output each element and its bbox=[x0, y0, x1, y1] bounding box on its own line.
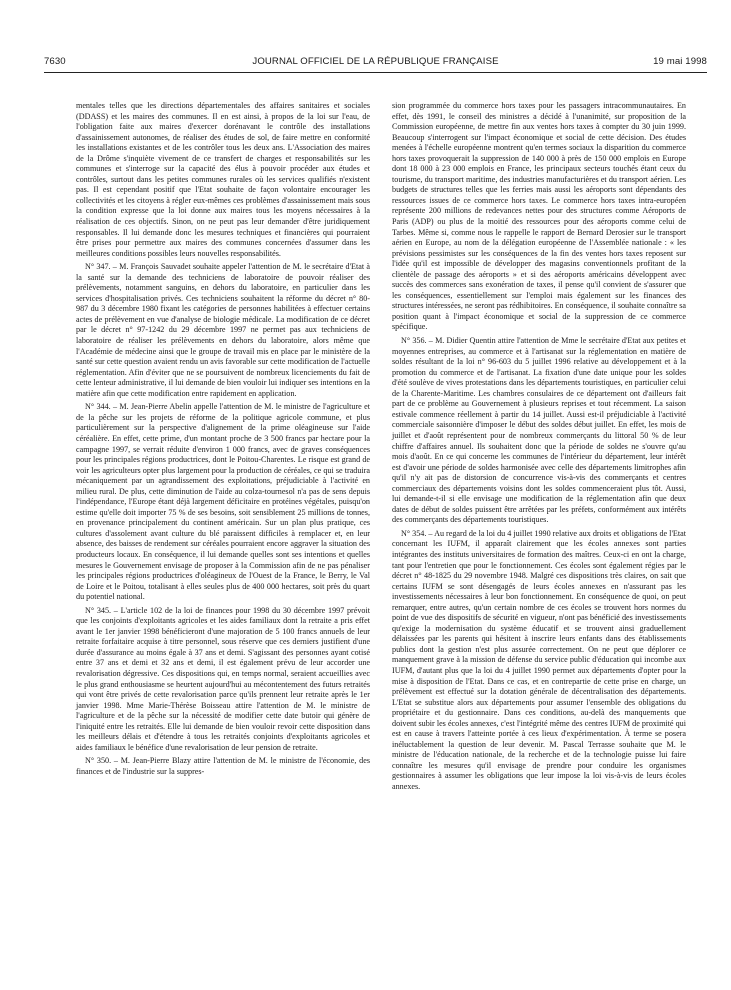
journal-title: JOURNAL OFFICIEL DE LA RÉPUBLIQUE FRANÇAISE bbox=[252, 56, 499, 67]
text-columns bbox=[76, 101, 686, 978]
question-paragraph: N° 347. – M. François Sauvadet souhaite appeler l'attention de M. le secrétaire d'Etat à la santé sur la demande des techniciens de laboratoire de pouvoir réaliser des prélèvements, notamment sanguins, en dehors du laboratoire, en particulier dans les services d'hospitalisation privés. Ces techniciens souhaitent la réforme du décret n° 80-987 du 3 décembre 1980 fixant les catégories de personnes habilitées à effectuer certains actes de prélèvement en vue d'analyse de biologie médicale. La modification de ce décret par le décret n° 97-1242 du 29 décembre 1997 ne permet pas aux techniciens de laboratoire de réaliser les prélèvements en dehors du laboratoire, alors même que l'Académie de médecine ainsi que le groupe de travail mis en place par le ministère de la santé sur cette question avaient rendu un avis favorable sur cette modification de l'actuelle réglementation. Afin d'éviter que ne se poursuivent de nombreux licenciements du fait de cette lenteur administrative, il lui demande de bien vouloir lui indiquer ses intentions en la matière afin que cette modification entre rapidement en application. bbox=[76, 262, 370, 398]
question-paragraph: mentales telles que les directions départementales des affaires sanitaires et sociales (DDASS) et les maires des communes. Il en est ainsi, à propos de la loi sur l'eau, de l'obligation faite aux maires d'exercer dorénavant le contrôle des installations d'assainissement autonomes, de réaliser des études de sol, de faire mettre en conformité les installations existantes et de les contrôler tous les deux ans. L'Association des maires de la Drôme s'inquiète vivement de ce transfert de charges et responsabilités sur les communes et s'interroge sur la capacité des élus à pouvoir procéder aux études et contrôles, surtout dans les petites communes rurales où les services qualifiés n'existent pas. Il est cependant positif que l'Etat souhaite de façon volontaire encourager les collectivités et les citoyens à régler eux-mêmes ces problèmes d'assainissement mais sous la condition expresse que la loi donne aux maires tous les moyens nécessaires à la réalisation de ces objectifs. Sinon, on ne peut pas leur demander d'être juridiquement responsables. Il lui demande donc les mesures techniques et financières qui pourraient être prises pour permettre aux maires des communes concernées d'assumer dans les meilleures conditions possibles leurs nouvelles responsabilités. bbox=[76, 101, 370, 258]
right-column bbox=[392, 101, 686, 978]
issue-date: 19 mai 1998 bbox=[653, 56, 707, 67]
header-rule bbox=[44, 72, 707, 73]
question-paragraph: sion programmée du commerce hors taxes pour les passagers intracommunautaires. En effet, dès 1991, le conseil des ministres a décidé à l'unanimité, sur proposition de la Commission européenne, de mettre fin aux ventes hors taxes à compter du 30 juin 1999. Beaucoup s'interrogent sur l'impact économique et social de cette décision. Des études menées à l'échelle européenne montrent qu'en termes sociaux la disparition du commerce hors taxes provoquerait la suppression de 140 000 à près de 150 000 emplois en Europe dont 18 000 à 23 000 emplois en France, les principaux secteurs touchés étant ceux du tourisme, du transport maritime, des industries manufacturières et du transport aérien. Les budgets de structures telles que les ferries mais aussi les aéroports sont dépendants des ressources issues de ce commerce hors taxes. Le commerce hors taxes intra-européen représente 200 millions de redevances nettes pour des structures comme Aéroports de Paris (ADP) ou plus de la moitié des ressources pour des aéroports comme celui de Tarbes. Même si, comme nous le rappelle le rapport de Bernard Derosier sur le transport aérien en Europe, au nom de la délégation européenne de l'Assemblée nationale : « les prévisions pessimistes sur les conséquences de la fin des ventes hors taxes reposent sur l'idée qu'il est impossible de développer des magasins conventionnels profitant de la clientèle de passage des aéroports » et si des aéroports américains développent avec succès des commerces sans exonération de taxes, il pense qu'il convient de s'assurer que les conséquences, essentiellement sur l'emploi mais également sur les finances des structures intéressées, ne seront pas rédhibitoires. En conséquence, il souhaite connaître sa position quant à l'impact économique et social de la suppression de ce commerce spécifique. bbox=[392, 101, 686, 332]
question-paragraph: N° 345. – L'article 102 de la loi de finances pour 1998 du 30 décembre 1997 prévoit que les conjoints d'exploitants agricoles et les aides familiaux dont la retraite a pris effet avant le 1er janvier 1998 bénéficieront d'une majoration de 5 100 francs annuels de leur retraite forfaitaire acquise à titre personnel, sous réserve que ces derniers justifient d'une durée d'assurance au moins égale à 37 ans et demi. S'agissant des personnes ayant cotisé entre 37 ans et demi et 32 ans et demi, il est également prévu de leur accorder une revalorisation dégressive. Ces dispositions qui, en temps normal, seraient accueillies avec le plus grand enthousiasme se heurtent aujourd'hui au mécontentement des futurs retraités qui vont être privés de cette revalorisation parce qu'ils prennent leur retraite après le 1er janvier 1998. Mme Marie-Thérèse Boisseau attire l'attention de M. le ministre de l'agriculture et de la pêche sur la nécessité de modifier cette date butoir qui génère de l'iniquité entre les retraités. Elle lui demande de bien vouloir revoir cette disposition dans les meilleurs délais et d'étendre à tous les retraités conjoints d'exploitants agricoles et aides familiaux le bénéfice d'une revalorisation de leur pension de retraite. bbox=[76, 605, 370, 752]
page-header bbox=[44, 56, 707, 70]
left-column bbox=[76, 101, 370, 978]
question-paragraph: N° 344. – M. Jean-Pierre Abelin appelle l'attention de M. le ministre de l'agriculture et de la pêche sur les projets de réforme de la politique agricole commune, et plus particulièrement sur la perspective d'alignement de la prime oléagineuse sur l'aide céréalière. En effet, cette prime, d'un montant proche de 3 500 francs par hectare pour la campagne 1997, se verrait réduite d'environ 1 000 francs, avec de graves conséquences pour les principales régions productrices, dont le Poitou-Charentes. Le risque est grand de voir les agriculteurs opter plus largement pour la production de céréales, ce qui se traduira mécaniquement par un agrandissement des exploitations, préjudiciable à l'activité en milieu rural. De plus, cette diminution de l'aide au colza-tournesol n'a pas de sens depuis l'indépendance, l'Europe étant déjà largement déficitaire en protéines végétales, puisqu'on estime qu'elle doit importer 75 % de ses besoins, soit sensiblement 25 millions de tonnes, en provenance principalement du continent américain. Sur un plan plus pratique, ces cultures d'assolement avant culture du blé paraissent difficiles à remplacer et, en leur absence, des baisses de rendement sur céréales pourraient encore aggraver la situation des producteurs locaux. En conséquence, il lui demande quelles sont ses intentions et quelles mesures le Gouvernement envisage de proposer à la Commission afin de ne pas pénaliser les principales régions productrices d'oléagineux de l'Ouest de la France, le Berry, le Val de Loire et le Poitou, totalisant à elles seules plus de 400 000 hectares, soit près du quart du potentiel national. bbox=[76, 402, 370, 602]
question-paragraph: N° 354. – Au regard de la loi du 4 juillet 1990 relative aux droits et obligations de l'Etat concernant les IUFM, il apparaît clairement que les écoles annexes sont parties intégrantes des instituts universitaires de formation des maîtres. Ceux-ci en ont la charge, tant pour l'entretien que pour le fonctionnement. Ces écoles sont également régies par le décret n° 48-1825 du 29 novembre 1948. Malgré ces dispositions très claires, on sait que certains IUFM se sont désengagés de leurs écoles annexes en n'assurant pas les investissements nécessaires à leur bon fonctionnement. En conséquence de quoi, on peut remarquer, entre autres, qu'un certain nombre de ces écoles se trouvent hors normes du point de vue des dispositifs de sécurité en vigueur, n'ont pas bénéficié des investissements qu'exige la modernisation du système éducatif et se trouvent ainsi graduellement délaissées par les parents qui hésitent à inscrire leurs enfants dans des établissements publics dont la gestion n'est plus assurée correctement. On ne peut que déplorer ce manquement grave à la mission de défense du service public d'éducation qui incombe aux IUFM, d'autant plus que la loi du 4 juillet 1990 permet aux départements d'opter pour la mise à disposition de l'Etat. Dans ce cas, et en contrepartie de cette prise en charge, un prélèvement est effectué sur la dotation générale de décentralisation des départements. L'Etat se substitue alors aux départements pour assumer l'ensemble des obligations du propriétaire et du gestionnaire. Dans ces conditions, au-delà des manquements que doivent subir les écoles annexes, c'est l'intégrité même des centres IUFM de proximité qui est en cause à travers l'atteinte portée à ces lieux d'expérimentation. À terme se posera inéluctablement la question de leur devenir. M. Pascal Terrasse souhaite que M. le ministre de l'éducation nationale, de la recherche et de la technologie puisse lui faire connaître les mesures qu'il envisage de prendre pour conduire les organismes gestionnaires à assumer les obligations que leur impose la loi vis-à-vis de leurs écoles annexes. bbox=[392, 528, 686, 791]
page-number: 7630 bbox=[44, 56, 66, 67]
question-paragraph: N° 350. – M. Jean-Pierre Blazy attire l'attention de M. le ministre de l'économie, des finances et de l'industrie sur la suppres- bbox=[76, 756, 370, 776]
question-paragraph: N° 356. – M. Didier Quentin attire l'attention de Mme le secrétaire d'Etat aux petites et moyennes entreprises, au commerce et à l'artisanat sur la réglementation en matière de soldes résultant de la loi n° 96-603 du 5 juillet 1996 relative au développement et à la promotion du commerce et de l'artisanat. La fixation d'une date unique pour les soldes d'été soulève de vives protestations dans les départements touristiques, en particulier celui de la Charente-Maritime. Les chambres consulaires de ce département ont d'ailleurs fait part de ce problème au Gouvernement à plusieurs reprises et tout récemment. La saison estivale commence réellement à partir du 14 juillet. Aussi est-il préjudiciable à l'activité commerciale saisonnière d'imposer le début des soldes début juillet. En effet, les mois de juillet et d'août représentent pour de nombreux commerçants du littoral 50 % de leur chiffre d'affaires annuel. Ils souhaitent donc que la période de soldes ne s'ouvre qu'au mois d'août. En ce qui concerne les communes de l'intérieur du département, leur intérêt est d'avoir une période de soldes harmonisée avec celle des départements limitrophes afin qu'il n'y ait pas de distorsion de concurrence vis-à-vis des commerçants et centres commerciaux des départements voisins dont les soldes commenceraient plus tôt. Aussi, lui demande-t-il si elle envisage une modification de la réglementation afin que deux dates de début de soldes puissent être arrêtées par les préfets, conformément aux intérêts des commerçants des départements touristiques. bbox=[392, 336, 686, 525]
